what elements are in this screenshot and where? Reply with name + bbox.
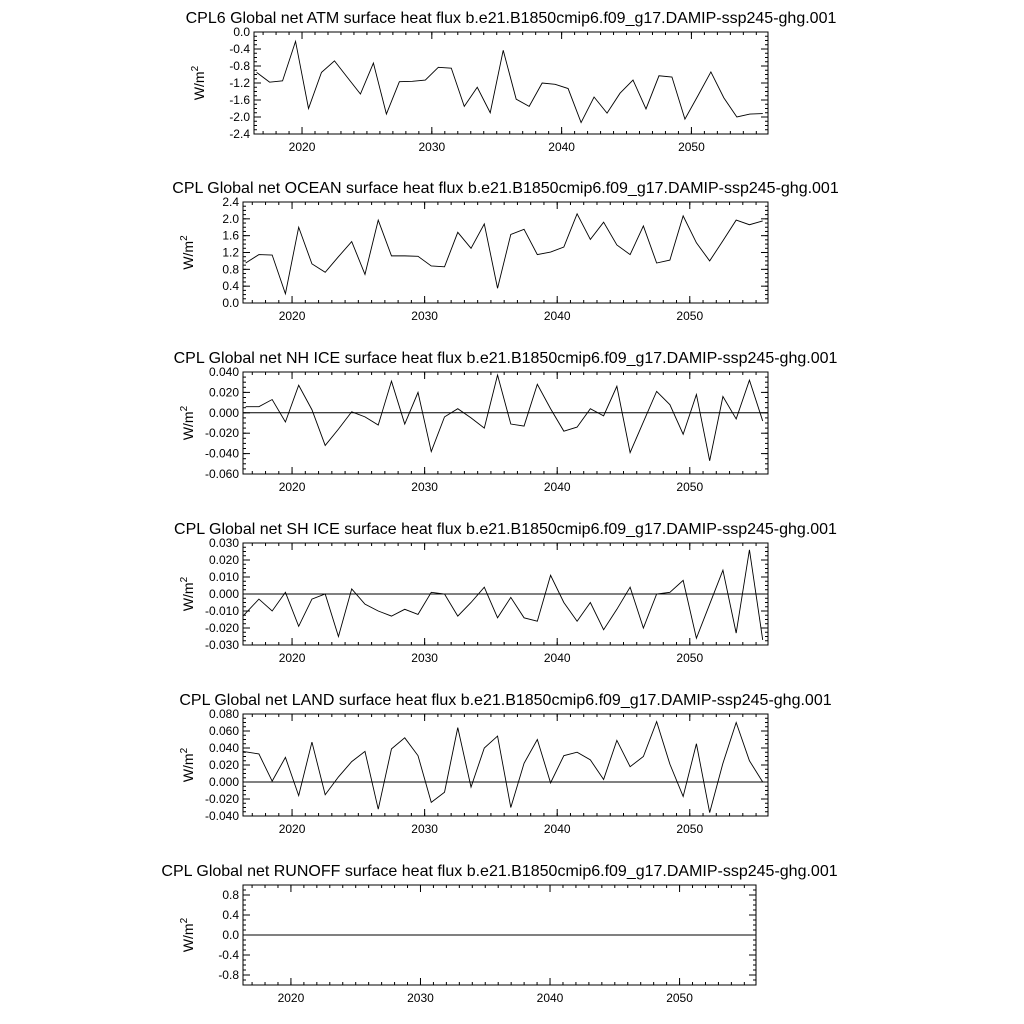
y-tick-label: 0.010 bbox=[208, 570, 239, 584]
y-tick-label: 0.0 bbox=[233, 25, 250, 39]
y-tick-label: -0.020 bbox=[204, 621, 239, 635]
x-tick-label: 2020 bbox=[277, 991, 305, 1005]
series-line bbox=[246, 375, 763, 461]
y-tick-label: 0.080 bbox=[208, 707, 239, 721]
y-axis-label-superscript: 2 bbox=[190, 65, 201, 72]
series-line bbox=[246, 214, 763, 294]
y-tick-label: 0.8 bbox=[222, 888, 239, 902]
y-tick-label: 0.0 bbox=[222, 296, 239, 310]
y-tick-label: -2.4 bbox=[229, 127, 250, 141]
y-axis-label-superscript: 2 bbox=[179, 405, 190, 412]
y-tick-label: 0.4 bbox=[222, 279, 239, 294]
series-line bbox=[243, 550, 763, 640]
x-tick-label: 2050 bbox=[676, 480, 704, 494]
x-tick-label: 2050 bbox=[666, 991, 693, 1005]
x-tick-label: 2030 bbox=[418, 140, 446, 154]
chart-panel-3 bbox=[174, 350, 838, 494]
x-tick-label: 2050 bbox=[676, 651, 704, 665]
x-tick-label: 2040 bbox=[543, 822, 571, 836]
x-tick-label: 2030 bbox=[411, 480, 438, 494]
y-tick-label: 0.040 bbox=[208, 365, 239, 379]
chart-title: CPL Global net NH ICE surface heat flux b.e21.B1850cmip6.f09_g17.DAMIP-ssp245-ghg.001 bbox=[173, 350, 838, 367]
chart-title: CPL Global net RUNOFF surface heat flux b.e21.B1850cmip6.f09_g17.DAMIP-ssp245-ghg.001 bbox=[161, 863, 838, 880]
x-tick-label: 2040 bbox=[543, 651, 571, 665]
y-axis-label bbox=[179, 235, 196, 270]
y-axis-label bbox=[190, 65, 207, 100]
y-axis-label-unit: W/m bbox=[180, 240, 196, 270]
y-tick-label: -0.040 bbox=[204, 809, 239, 823]
y-tick-label: -0.020 bbox=[204, 426, 239, 441]
chart-panel-5 bbox=[179, 692, 832, 836]
y-axis-label-unit: W/m bbox=[180, 753, 196, 783]
y-axis-label-unit: W/m bbox=[180, 582, 196, 612]
y-axis-label bbox=[179, 747, 196, 782]
y-axis-label bbox=[179, 405, 196, 440]
chart-title: CPL6 Global net ATM surface heat flux b.e21.B1850cmip6.f09_g17.DAMIP-ssp245-ghg.001 bbox=[185, 10, 837, 27]
y-tick-label: 0.030 bbox=[208, 536, 239, 550]
y-axis-label-unit: W/m bbox=[191, 71, 207, 101]
y-tick-label: 0.8 bbox=[222, 262, 239, 277]
y-axis-label bbox=[179, 576, 196, 611]
y-tick-label: -0.020 bbox=[204, 792, 239, 806]
y-tick-label: 0.060 bbox=[208, 724, 239, 738]
y-tick-label: -1.6 bbox=[229, 93, 250, 107]
y-tick-label: 0.4 bbox=[222, 908, 239, 922]
series-line bbox=[257, 41, 763, 122]
y-axis-label-unit: W/m bbox=[180, 411, 196, 441]
y-axis-label-superscript: 2 bbox=[179, 576, 190, 583]
y-tick-label: 0.000 bbox=[208, 405, 239, 420]
y-tick-label: 2.0 bbox=[222, 211, 239, 226]
y-tick-label: -0.060 bbox=[204, 467, 239, 481]
x-tick-label: 2050 bbox=[676, 822, 704, 836]
x-tick-label: 2020 bbox=[278, 651, 306, 665]
y-tick-label: -0.010 bbox=[204, 604, 239, 618]
y-tick-label: -1.2 bbox=[229, 76, 250, 90]
y-axis-label bbox=[179, 917, 196, 952]
y-tick-label: -2.0 bbox=[229, 110, 250, 124]
y-axis-label-superscript: 2 bbox=[179, 235, 190, 241]
x-tick-label: 2020 bbox=[278, 309, 306, 323]
x-tick-label: 2020 bbox=[278, 822, 306, 836]
x-tick-label: 2020 bbox=[278, 480, 306, 494]
x-tick-label: 2040 bbox=[548, 140, 575, 154]
x-tick-label: 2030 bbox=[411, 651, 438, 665]
y-tick-label: 0.020 bbox=[208, 758, 239, 772]
x-tick-label: 2050 bbox=[676, 309, 704, 323]
x-tick-label: 2030 bbox=[411, 822, 438, 836]
x-tick-label: 2030 bbox=[407, 991, 434, 1005]
plot-frame bbox=[243, 714, 768, 816]
y-tick-label: 1.2 bbox=[222, 245, 239, 260]
y-tick-label: -0.4 bbox=[218, 948, 239, 962]
y-tick-label: 1.6 bbox=[222, 228, 239, 243]
y-tick-label: -0.030 bbox=[204, 638, 239, 652]
x-tick-label: 2050 bbox=[678, 140, 705, 154]
x-tick-label: 2040 bbox=[543, 480, 571, 494]
y-tick-label: -0.8 bbox=[218, 968, 239, 982]
chart-panel-2 bbox=[172, 180, 839, 323]
plot-frame bbox=[254, 32, 768, 134]
y-tick-label: 0.020 bbox=[208, 553, 239, 567]
chart-title: CPL Global net OCEAN surface heat flux b.e21.B1850cmip6.f09_g17.DAMIP-ssp245-ghg.001 bbox=[172, 180, 839, 197]
y-axis-label-unit: W/m bbox=[180, 923, 196, 953]
y-tick-label: -0.8 bbox=[229, 59, 250, 73]
x-tick-label: 2020 bbox=[288, 140, 316, 154]
plot-frame bbox=[243, 202, 768, 303]
chart-panel-1 bbox=[186, 10, 837, 154]
y-tick-label: 0.020 bbox=[208, 385, 239, 400]
y-axis-label-superscript: 2 bbox=[179, 747, 190, 754]
y-tick-label: 0.0 bbox=[222, 928, 239, 942]
y-tick-label: 0.000 bbox=[208, 775, 239, 789]
x-tick-label: 2040 bbox=[536, 991, 564, 1005]
chart-panel-4 bbox=[174, 521, 837, 665]
series-line bbox=[243, 722, 763, 813]
y-tick-label: -0.040 bbox=[204, 446, 239, 461]
chart-title: CPL Global net SH ICE surface heat flux b.e21.B1850cmip6.f09_g17.DAMIP-ssp245-ghg.001 bbox=[174, 521, 837, 538]
chart-title: CPL Global net LAND surface heat flux b.e21.B1850cmip6.f09_g17.DAMIP-ssp245-ghg.001 bbox=[179, 692, 832, 709]
y-tick-label: 0.000 bbox=[208, 587, 239, 601]
y-axis-label-superscript: 2 bbox=[179, 917, 190, 924]
chart-panel-6 bbox=[161, 863, 837, 1005]
y-tick-label: -0.4 bbox=[229, 42, 250, 56]
y-tick-label: 0.040 bbox=[208, 741, 239, 755]
y-tick-label: 2.4 bbox=[222, 195, 239, 209]
plot-frame bbox=[243, 372, 768, 474]
x-tick-label: 2030 bbox=[411, 309, 438, 323]
x-tick-label: 2040 bbox=[543, 309, 571, 323]
